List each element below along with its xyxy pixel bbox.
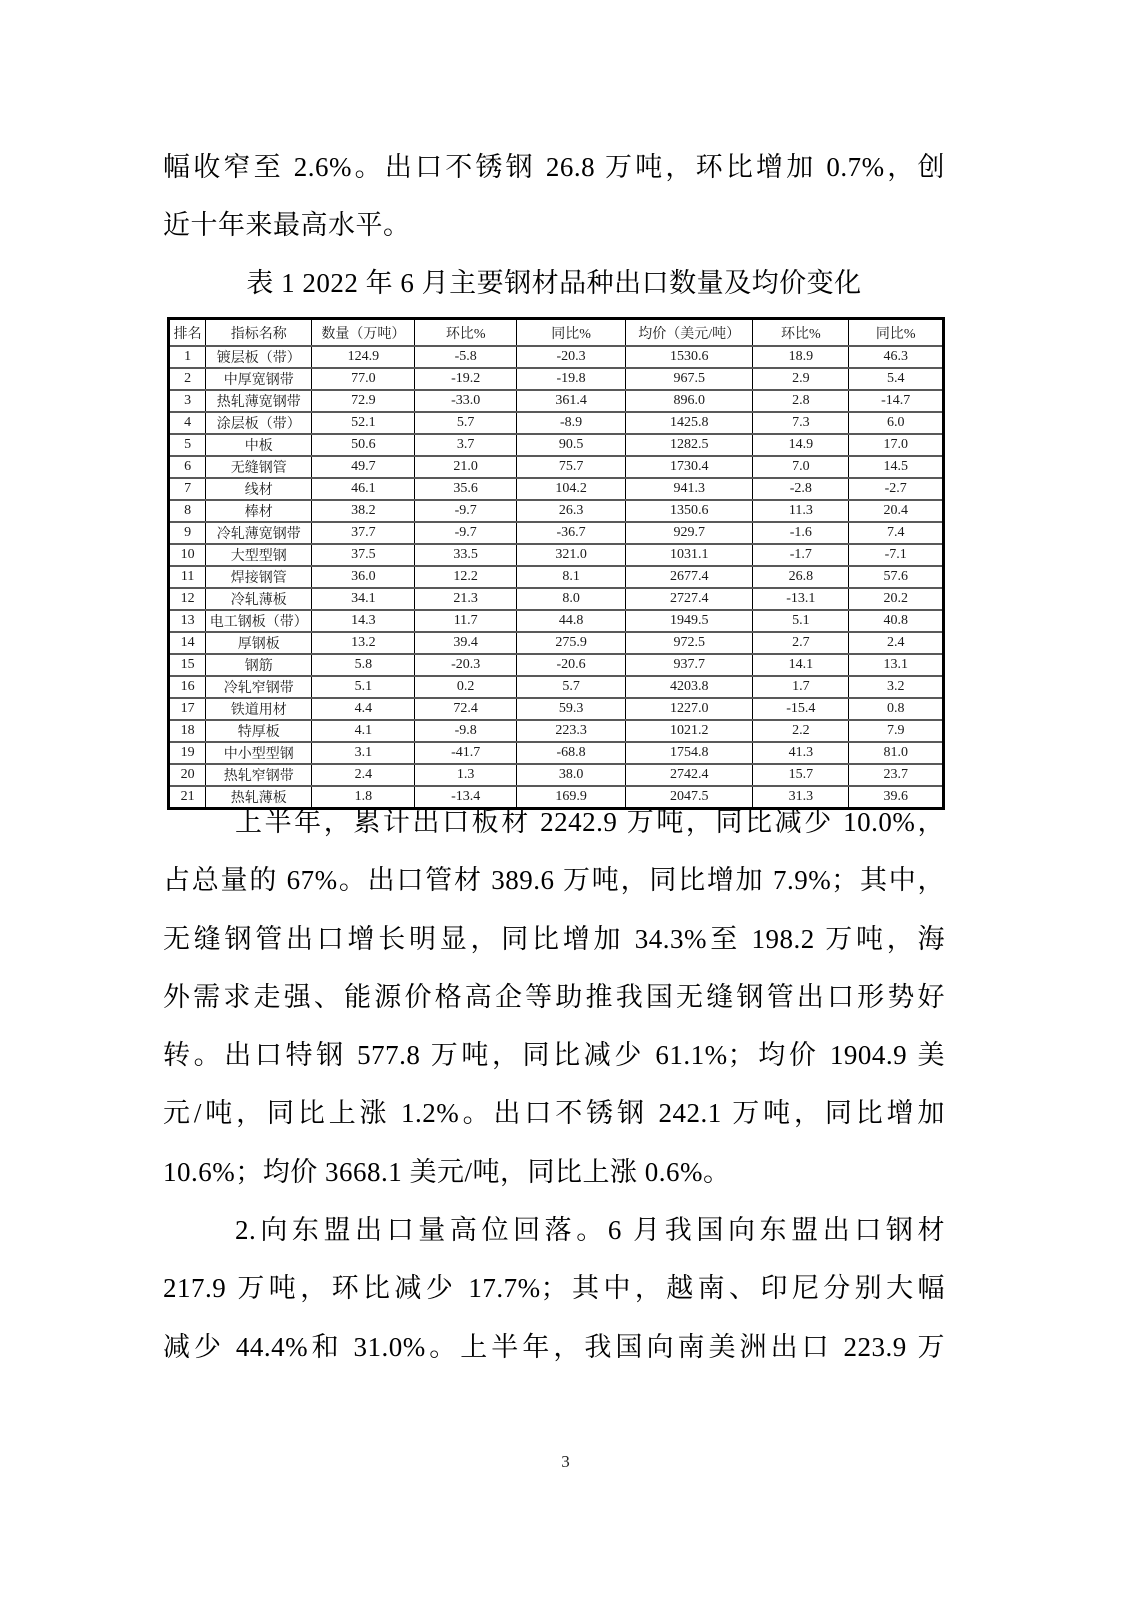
table-cell: 75.7 <box>516 456 625 478</box>
table-cell: 2.9 <box>753 368 849 390</box>
table-title: 表 1 2022 年 6 月主要钢材品种出口数量及均价变化 <box>246 268 862 298</box>
table-cell: 7 <box>169 478 206 500</box>
table-cell: 21.0 <box>415 456 517 478</box>
table-row <box>169 500 944 522</box>
table-row <box>169 390 944 412</box>
table-cell: 361.4 <box>516 390 625 412</box>
table-row <box>169 566 944 588</box>
paragraph-line: 上半年，累计出口板材 2242.9 万吨，同比减少 10.0%， <box>235 807 945 837</box>
table-cell: 电工钢板（带） <box>206 610 312 632</box>
table-cell: 72.4 <box>415 698 517 720</box>
table-cell: -13.4 <box>415 786 517 809</box>
table-cell: -36.7 <box>516 522 625 544</box>
table-cell: 1021.2 <box>626 720 753 742</box>
paragraph-line: 无缝钢管出口增长明显，同比增加 34.3%至 198.2 万吨，海 <box>163 923 945 954</box>
table-cell: 52.1 <box>312 412 415 434</box>
table-cell: 1031.1 <box>626 544 753 566</box>
table-cell: -68.8 <box>516 742 625 764</box>
table-cell: 15.7 <box>753 764 849 786</box>
table-row <box>169 346 944 368</box>
table-cell: 5 <box>169 434 206 456</box>
table-cell: 热轧薄宽钢带 <box>206 390 312 412</box>
table-cell: 冷轧薄板 <box>206 588 312 610</box>
table-header-cell: 数量（万吨） <box>312 319 415 347</box>
table-cell: 36.0 <box>312 566 415 588</box>
table-cell: 13 <box>169 610 206 632</box>
table-cell: -33.0 <box>415 390 517 412</box>
table-cell: 0.8 <box>849 698 944 720</box>
table-cell: 特厚板 <box>206 720 312 742</box>
paragraph-line: 217.9 万吨，环比减少 17.7%；其中，越南、印尼分别大幅 <box>163 1273 945 1304</box>
table-cell: 896.0 <box>626 390 753 412</box>
table-cell: 41.3 <box>753 742 849 764</box>
table-cell: 46.3 <box>849 346 944 368</box>
table-cell: 5.7 <box>415 412 517 434</box>
table-cell: 1 <box>169 346 206 368</box>
table-cell: 37.7 <box>312 522 415 544</box>
paragraph-line: 转。出口特钢 577.8 万吨，同比减少 61.1%；均价 1904.9 美 <box>163 1040 945 1071</box>
table-cell: 1.7 <box>753 676 849 698</box>
table-cell: 1949.5 <box>626 610 753 632</box>
table-cell: -2.8 <box>753 478 849 500</box>
table-cell: 0.2 <box>415 676 517 698</box>
table-cell: 3.7 <box>415 434 517 456</box>
table-cell: 72.9 <box>312 390 415 412</box>
table-cell: 2.7 <box>753 632 849 654</box>
table-cell: 275.9 <box>516 632 625 654</box>
table-cell: 21 <box>169 786 206 809</box>
table-cell: -1.6 <box>753 522 849 544</box>
table-cell: 35.6 <box>415 478 517 500</box>
table-cell: 50.6 <box>312 434 415 456</box>
table-cell: -1.7 <box>753 544 849 566</box>
table-cell: 线材 <box>206 478 312 500</box>
table-cell: 3 <box>169 390 206 412</box>
table-cell: 81.0 <box>849 742 944 764</box>
table-row <box>169 434 944 456</box>
table-cell: 5.8 <box>312 654 415 676</box>
table-row <box>169 544 944 566</box>
table-cell: 2.4 <box>849 632 944 654</box>
table-cell: 10 <box>169 544 206 566</box>
table-cell: 7.4 <box>849 522 944 544</box>
table-cell: 中厚宽钢带 <box>206 368 312 390</box>
table-cell: 2.4 <box>312 764 415 786</box>
paragraph-line: 减少 44.4%和 31.0%。上半年，我国向南美洲出口 223.9 万 <box>163 1331 945 1362</box>
table-cell: 223.3 <box>516 720 625 742</box>
table-header-cell: 排名 <box>169 319 206 347</box>
table-cell: 15 <box>169 654 206 676</box>
table-cell: 124.9 <box>312 346 415 368</box>
table-cell: 26.8 <box>753 566 849 588</box>
table-cell: 6 <box>169 456 206 478</box>
table-row <box>169 742 944 764</box>
table-header-cell: 同比% <box>849 319 944 347</box>
table-cell: 厚钢板 <box>206 632 312 654</box>
table-cell: 钢筋 <box>206 654 312 676</box>
table-cell: 16 <box>169 676 206 698</box>
table-header-cell: 指标名称 <box>206 319 312 347</box>
table-cell: 2742.4 <box>626 764 753 786</box>
table-cell: 38.2 <box>312 500 415 522</box>
table-cell: 铁道用材 <box>206 698 312 720</box>
table-cell: -41.7 <box>415 742 517 764</box>
table-cell: 12 <box>169 588 206 610</box>
table-cell: -19.2 <box>415 368 517 390</box>
table-row <box>169 610 944 632</box>
table-cell: 38.0 <box>516 764 625 786</box>
table-cell: 3.1 <box>312 742 415 764</box>
table-cell: 23.7 <box>849 764 944 786</box>
table-cell: 7.3 <box>753 412 849 434</box>
table-cell: 321.0 <box>516 544 625 566</box>
table-cell: 2047.5 <box>626 786 753 809</box>
table-cell: -8.9 <box>516 412 625 434</box>
table-cell: 1282.5 <box>626 434 753 456</box>
paragraph-line: 外需求走强、能源价格高企等助推我国无缝钢管出口形势好 <box>163 981 945 1012</box>
table-cell: 929.7 <box>626 522 753 544</box>
table-cell: 1754.8 <box>626 742 753 764</box>
table-cell: 2677.4 <box>626 566 753 588</box>
table-cell: 19 <box>169 742 206 764</box>
table-cell: 13.1 <box>849 654 944 676</box>
table-cell: 热轧窄钢带 <box>206 764 312 786</box>
table-cell: 59.3 <box>516 698 625 720</box>
table-cell: -19.8 <box>516 368 625 390</box>
table-cell: -5.8 <box>415 346 517 368</box>
paragraph-line: 10.6%；均价 3668.1 美元/吨，同比上涨 0.6%。 <box>163 1156 731 1187</box>
table-cell: 11 <box>169 566 206 588</box>
table-cell: 2 <box>169 368 206 390</box>
table-cell: 4 <box>169 412 206 434</box>
table-cell: 44.8 <box>516 610 625 632</box>
table-cell: 1530.6 <box>626 346 753 368</box>
table-cell: -7.1 <box>849 544 944 566</box>
table-cell: 39.6 <box>849 786 944 809</box>
table-cell: 34.1 <box>312 588 415 610</box>
table-cell: 972.5 <box>626 632 753 654</box>
table-cell: 5.4 <box>849 368 944 390</box>
table-cell: 无缝钢管 <box>206 456 312 478</box>
table-cell: 17.0 <box>849 434 944 456</box>
table-cell: 49.7 <box>312 456 415 478</box>
table-cell: 1730.4 <box>626 456 753 478</box>
table-cell: 1425.8 <box>626 412 753 434</box>
table-cell: 棒材 <box>206 500 312 522</box>
table-cell: 中小型型钢 <box>206 742 312 764</box>
table-cell: 镀层板（带） <box>206 346 312 368</box>
table-cell: 8 <box>169 500 206 522</box>
table-cell: 1.8 <box>312 786 415 809</box>
table-cell: 1.3 <box>415 764 517 786</box>
table-cell: 31.3 <box>753 786 849 809</box>
table-cell: 20 <box>169 764 206 786</box>
table-cell: 涂层板（带） <box>206 412 312 434</box>
paragraph-line: 占总量的 67%。出口管材 389.6 万吨，同比增加 7.9%；其中， <box>163 865 945 896</box>
table-cell: 11.3 <box>753 500 849 522</box>
table-cell: 1350.6 <box>626 500 753 522</box>
table-cell: 6.0 <box>849 412 944 434</box>
table-cell: 12.2 <box>415 566 517 588</box>
table-cell: 14.9 <box>753 434 849 456</box>
table-cell: -15.4 <box>753 698 849 720</box>
table-cell: 7.9 <box>849 720 944 742</box>
paragraph-1 <box>163 138 945 255</box>
table-cell: 5.1 <box>312 676 415 698</box>
table-header-cell: 均价（美元/吨） <box>626 319 753 347</box>
paragraph-line: 2.向东盟出口量高位回落。6 月我国向东盟出口钢材 <box>235 1215 945 1245</box>
table-cell: 4203.8 <box>626 676 753 698</box>
table-cell: -9.8 <box>415 720 517 742</box>
table-cell: 8.1 <box>516 566 625 588</box>
table-cell: 8.0 <box>516 588 625 610</box>
table-cell: 77.0 <box>312 368 415 390</box>
table-cell: 4.1 <box>312 720 415 742</box>
table-cell: -20.3 <box>415 654 517 676</box>
table-cell: 14 <box>169 632 206 654</box>
page-number: 3 <box>561 1452 570 1471</box>
table-cell: 14.3 <box>312 610 415 632</box>
table-row <box>169 368 944 390</box>
steel-export-table <box>167 317 945 810</box>
table-cell: 5.1 <box>753 610 849 632</box>
table-cell: 33.5 <box>415 544 517 566</box>
table-cell: 5.7 <box>516 676 625 698</box>
table-cell: -9.7 <box>415 500 517 522</box>
table-row <box>169 522 944 544</box>
table-cell: 937.7 <box>626 654 753 676</box>
table-cell: -14.7 <box>849 390 944 412</box>
table-header-row <box>169 319 944 347</box>
table-cell: -20.6 <box>516 654 625 676</box>
table-row <box>169 698 944 720</box>
paragraph-3 <box>163 1201 945 1376</box>
table-header-cell: 环比% <box>753 319 849 347</box>
table-row <box>169 588 944 610</box>
table-row <box>169 764 944 786</box>
table-cell: -13.1 <box>753 588 849 610</box>
table-cell: 9 <box>169 522 206 544</box>
table-cell: 1227.0 <box>626 698 753 720</box>
table-row <box>169 412 944 434</box>
table-row <box>169 478 944 500</box>
table-cell: 18 <box>169 720 206 742</box>
table-cell: 2.8 <box>753 390 849 412</box>
table-cell: -20.3 <box>516 346 625 368</box>
paragraph-2 <box>163 793 945 1201</box>
table-cell: 14.1 <box>753 654 849 676</box>
table-cell: 39.4 <box>415 632 517 654</box>
table-cell: 17 <box>169 698 206 720</box>
table-cell: 104.2 <box>516 478 625 500</box>
paragraph-line: 元/吨，同比上涨 1.2%。出口不锈钢 242.1 万吨，同比增加 <box>163 1098 945 1129</box>
table-cell: 90.5 <box>516 434 625 456</box>
table-cell: 4.4 <box>312 698 415 720</box>
table-cell: 大型型钢 <box>206 544 312 566</box>
table-cell: 941.3 <box>626 478 753 500</box>
table-cell: 2727.4 <box>626 588 753 610</box>
table-row <box>169 720 944 742</box>
table-cell: 20.4 <box>849 500 944 522</box>
table-cell: 21.3 <box>415 588 517 610</box>
table-cell: 11.7 <box>415 610 517 632</box>
table-cell: 20.2 <box>849 588 944 610</box>
table-cell: 18.9 <box>753 346 849 368</box>
table-row <box>169 654 944 676</box>
table-cell: 57.6 <box>849 566 944 588</box>
table-cell: 热轧薄板 <box>206 786 312 809</box>
table-cell: 冷轧薄宽钢带 <box>206 522 312 544</box>
table-cell: 焊接钢管 <box>206 566 312 588</box>
table-cell: 中板 <box>206 434 312 456</box>
table-cell: 2.2 <box>753 720 849 742</box>
table-cell: 13.2 <box>312 632 415 654</box>
table-cell: 3.2 <box>849 676 944 698</box>
table-header-cell: 同比% <box>516 319 625 347</box>
table-cell: 7.0 <box>753 456 849 478</box>
table-row <box>169 456 944 478</box>
table-cell: 967.5 <box>626 368 753 390</box>
table-cell: -2.7 <box>849 478 944 500</box>
table-cell: 26.3 <box>516 500 625 522</box>
paragraph-line: 幅收窄至 2.6%。出口不锈钢 26.8 万吨，环比增加 0.7%，创 <box>163 152 945 182</box>
table-row <box>169 632 944 654</box>
table-cell: -9.7 <box>415 522 517 544</box>
table-cell: 14.5 <box>849 456 944 478</box>
paragraph-line: 近十年来最高水平。 <box>163 210 411 241</box>
table-cell: 冷轧窄钢带 <box>206 676 312 698</box>
table-cell: 169.9 <box>516 786 625 809</box>
table-cell: 37.5 <box>312 544 415 566</box>
table-row <box>169 676 944 698</box>
table-cell: 40.8 <box>849 610 944 632</box>
table-cell: 46.1 <box>312 478 415 500</box>
table-header-cell: 环比% <box>415 319 517 347</box>
